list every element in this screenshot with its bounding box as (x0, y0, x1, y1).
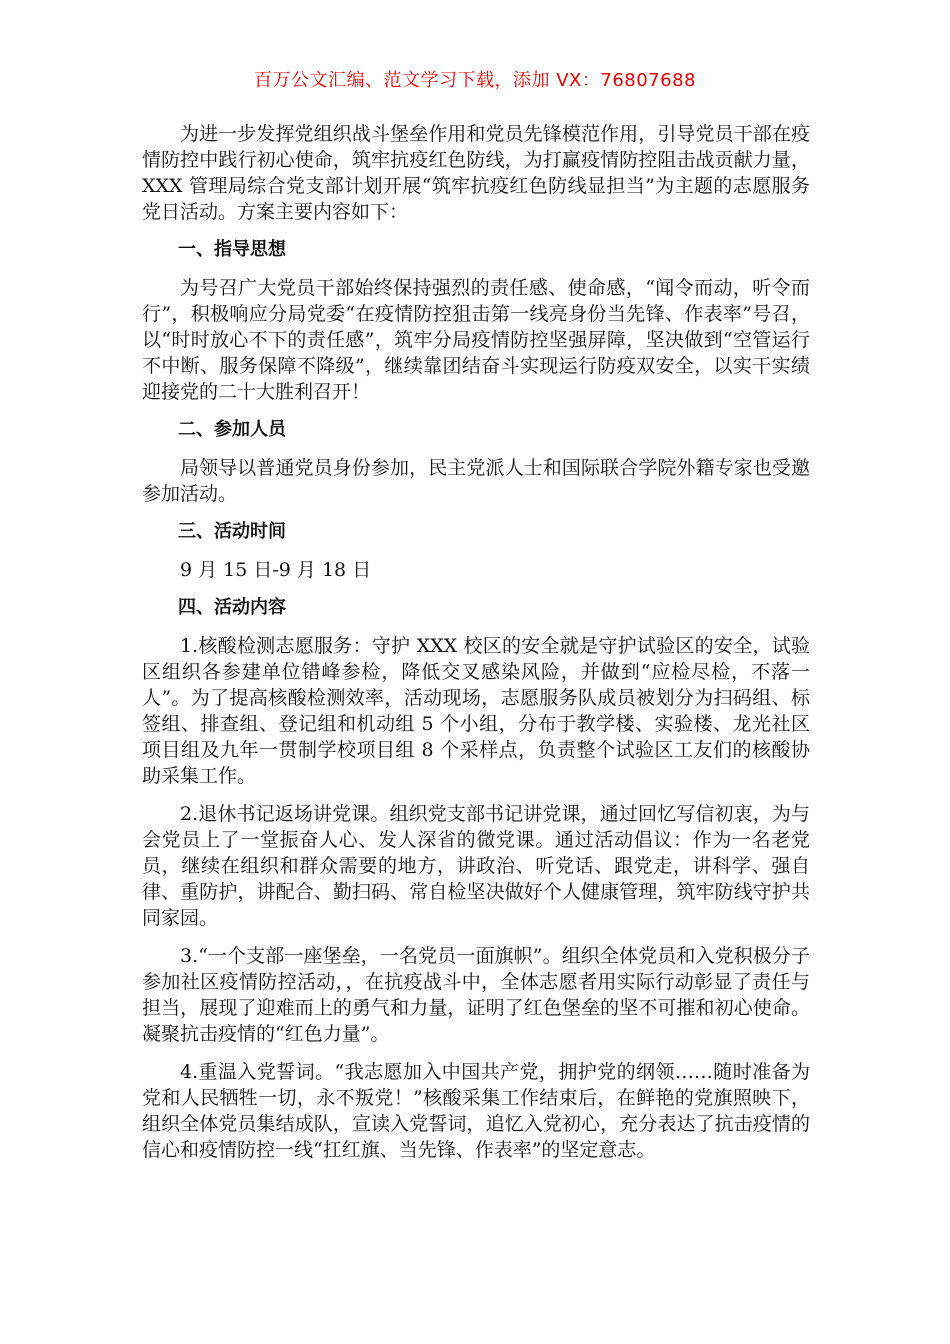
document-body (142, 121, 810, 1175)
section-heading-time: 三、活动时间 (178, 521, 286, 542)
section-heading-participants: 二、参加人员 (178, 419, 286, 440)
header-watermark-text: 百万公文汇编、范文学习下载，添加 VX：76807688 (254, 70, 696, 91)
content-item-3: 3.“一个支部一座堡垒，一名党员一面旗帜”。组织全体党员和入党积极分子参加社区疫情防控活动，，在抗疫战斗中，全体志愿者用实际行动彰显了责任与担当，展现了迎难而上的勇气和力量，证明了红色堡垒的坚不可摧和初心使命。凝聚抗击疫情的“红色力量”。 (142, 945, 810, 1045)
participants-paragraph: 局领导以普通党员身份参加，民主党派人士和国际联合学院外籍专家也受邀参加活动。 (142, 457, 810, 505)
section-heading-content: 四、活动内容 (178, 597, 286, 618)
time-paragraph: 9 月 15 日-9 月 18 日 (180, 559, 372, 581)
content-item-4: 4.重温入党誓词。“我志愿加入中国共产党，拥护党的纲领……随时准备为党和人民牺牲一切，永不叛党！”核酸采集工作结束后，在鲜艳的党旗照映下，组织全体党员集结成队，宣读入党誓词，追忆入党初心，充分表达了抗击疫情的信心和疫情防控一线“扛红旗、当先锋、作表率”的坚定意志。 (142, 1061, 810, 1161)
guiding-paragraph: 为号召广大党员干部始终保持强烈的责任感、使命感，“闻令而动，听令而行”，积极响应分局党委“在疫情防控狙击第一线亮身份当先锋、作表率”号召，以“时时放心不下的责任感”，筑牢分局疫情防控坚强屏障，坚决做到“空管运行不中断、服务保障不降级”，继续靠团结奋斗实现运行防疫双安全，以实干实绩迎接党的二十大胜利召开！ (142, 277, 810, 403)
content-item-2: 2.退休书记返场讲党课。组织党支部书记讲党课，通过回忆写信初衷，为与会党员上了一堂振奋人心、发人深省的微党课。通过活动倡议：作为一名老党员，继续在组织和群众需要的地方，讲政治、听党话、跟党走，讲科学、强自律、重防护，讲配合、勤扫码、常自检坚决做好个人健康管理，筑牢防线守护共同家园。 (142, 803, 810, 929)
content-item-1: 1.核酸检测志愿服务：守护 XXX 校区的安全就是守护试验区的安全，试验区组织各参建单位错峰参检，降低交叉感染风险，并做到“应检尽检，不落一人”。为了提高核酸检测效率，活动现场，志愿服务队成员被划分为扫码组、标签组、排查组、登记组和机动组 5 个小组，分布于教学楼、实验楼、龙光社区项目组及九年一贯制学校项目组 8 个采样点，负责整个试验区工友们的核酸协助采集工作。 (142, 635, 810, 787)
intro-paragraph: 为进一步发挥党组织战斗堡垒作用和党员先锋模范作用，引导党员干部在疫情防控中践行初心使命，筑牢抗疫红色防线，为打赢疫情防控阻击战贡献力量，XXX 管理局综合党支部计划开展“筑牢抗疫红色防线显担当”为主题的志愿服务党日活动。方案主要内容如下： (142, 123, 810, 223)
section-heading-guiding: 一、指导思想 (178, 239, 286, 260)
